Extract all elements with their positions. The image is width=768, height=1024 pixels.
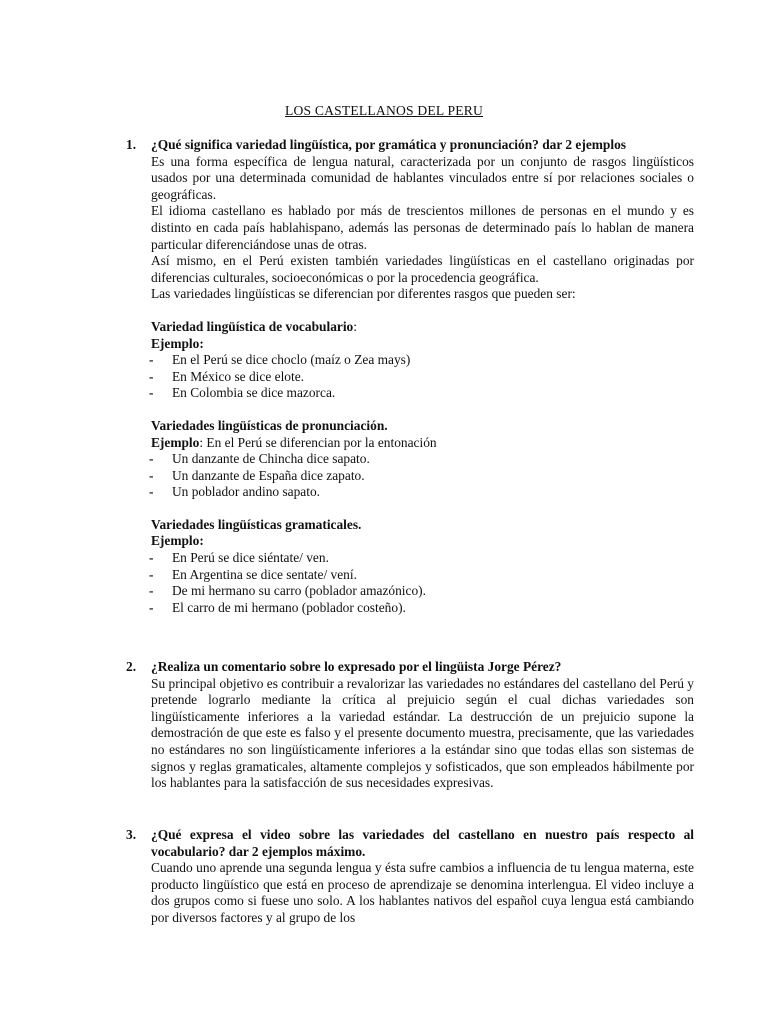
paragraph: Las variedades lingüísticas se diferencian por diferentes rasgos que pueden ser: [151,286,576,302]
vocab-section [151,319,694,402]
list-item [149,567,694,584]
dash-marker: - [149,583,154,599]
dash-marker: - [149,451,154,467]
list-item-text: En México se dice elote. [172,368,304,384]
example-list [149,352,694,402]
example-list [149,451,694,501]
question-heading: ¿Realiza un comentario sobre lo expresado por el lingüista Jorge Pérez? [151,659,562,674]
list-item-text: Un poblador andino sapato. [172,484,321,500]
list-item [149,385,694,402]
dash-marker: - [149,368,154,384]
list-item-text: En Colombia se dice mazorca. [172,385,336,401]
question-heading: ¿Qué significa variedad lingüística, por gramática y pronunciación? dar 2 ejemplos [151,137,627,152]
list-item-text: De mi hermano su carro (poblador amazónico). [172,583,426,599]
example-label: Ejemplo: [151,533,204,549]
question-3 [126,827,694,927]
example-label: Ejemplo [151,434,200,450]
document-title: LOS CASTELLANOS DEL PERU [284,103,483,118]
pronunciation-section [151,418,694,501]
list-item-text: En Perú se dice siéntate/ ven. [172,550,329,566]
paragraph: Así mismo, en el Perú existen también variedades lingüísticas en el castellano originadas por diferencias culturales, socioeconómicas o por la procedencia geográfica. [151,253,694,285]
grammar-section [151,517,694,617]
list-item [149,484,694,501]
list-item [149,352,694,369]
dash-marker: - [149,467,154,483]
list-item-text: En Argentina se dice sentate/ vení. [172,566,357,582]
dash-marker: - [149,599,154,615]
question-2 [126,659,694,792]
dash-marker: - [149,352,154,368]
question-body [151,659,694,792]
list-item [149,550,694,567]
paragraph: Su principal objetivo es contribuir a revalorizar las variedades no estándares del castellano del Perú y pretende lograrlo mediante la crítica al prejuicio según el cual dichas variedades son lingüísticamente inferiores a la variedad estándar. La destrucción de un prejuicio supone la demostración de que este es falso y el presente documento muestra, precisamente, que las variedades no estándares no son lingüísticamente inferiores a la estándar sino que todas ellas son sistemas de signos y reglas gramaticales, altamente complejos y sofisticados, que son empleados hábilmente por los hablantes para la satisfacción de sus necesidades expresivas. [151,675,694,791]
paragraph: Cuando uno aprende una segunda lengua y ésta sufre cambios a influencia de tu lengua materna, este producto lingüístico que está en proceso de aprendizaje se denomina interlengua. El video incluye a dos grupos como si fuese uno solo. A los hablantes nativos del español cuya lengua está cambiando por diversos factores y al grupo de los [151,860,694,925]
list-item-text: Un danzante de Chincha dice sapato. [172,451,370,467]
question-number: 3. [126,827,137,842]
example-list [149,550,694,616]
list-item [149,600,694,617]
list-item [149,583,694,600]
question-number: 2. [126,659,137,674]
question-1 [126,137,694,616]
example-label: Ejemplo: [151,335,204,351]
section-heading: Variedad lingüística de vocabulario [151,318,354,334]
list-item [149,468,694,485]
question-heading: ¿Qué expresa el video sobre las variedades del castellano en nuestro país respecto al vocabulario? dar 2 ejemplos máximo. [151,827,694,859]
heading-colon: : [353,318,357,334]
question-number: 1. [126,137,137,152]
list-item [149,369,694,386]
dash-marker: - [149,385,154,401]
list-item [149,451,694,468]
question-body [151,137,694,616]
list-item-text: En el Perú se dice choclo (maíz o Zea mays) [172,352,411,368]
section-heading: Variedades lingüísticas gramaticales. [151,516,362,532]
dash-marker: - [149,566,154,582]
dash-marker: - [149,484,154,500]
question-body [151,827,694,927]
list-item-text: Un danzante de España dice zapato. [172,467,365,483]
paragraph: Es una forma específica de lengua natural, caracterizada por un conjunto de rasgos lingüísticos usados por una determinada comunidad de hablantes vinculados entre sí por relaciones sociales o geográficas. [151,153,694,202]
list-item-text: El carro de mi hermano (poblador costeño). [172,599,406,615]
section-heading: Variedades lingüísticas de pronunciación. [151,417,388,433]
example-text: : En el Perú se diferencian por la entonación [199,434,437,450]
paragraph: El idioma castellano es hablado por más de trescientos millones de personas en el mundo y es distinto en cada país hablahispano, además las personas de determinado país lo hablan de manera particular diferenciándose unas de otras. [151,203,694,252]
dash-marker: - [149,550,154,566]
